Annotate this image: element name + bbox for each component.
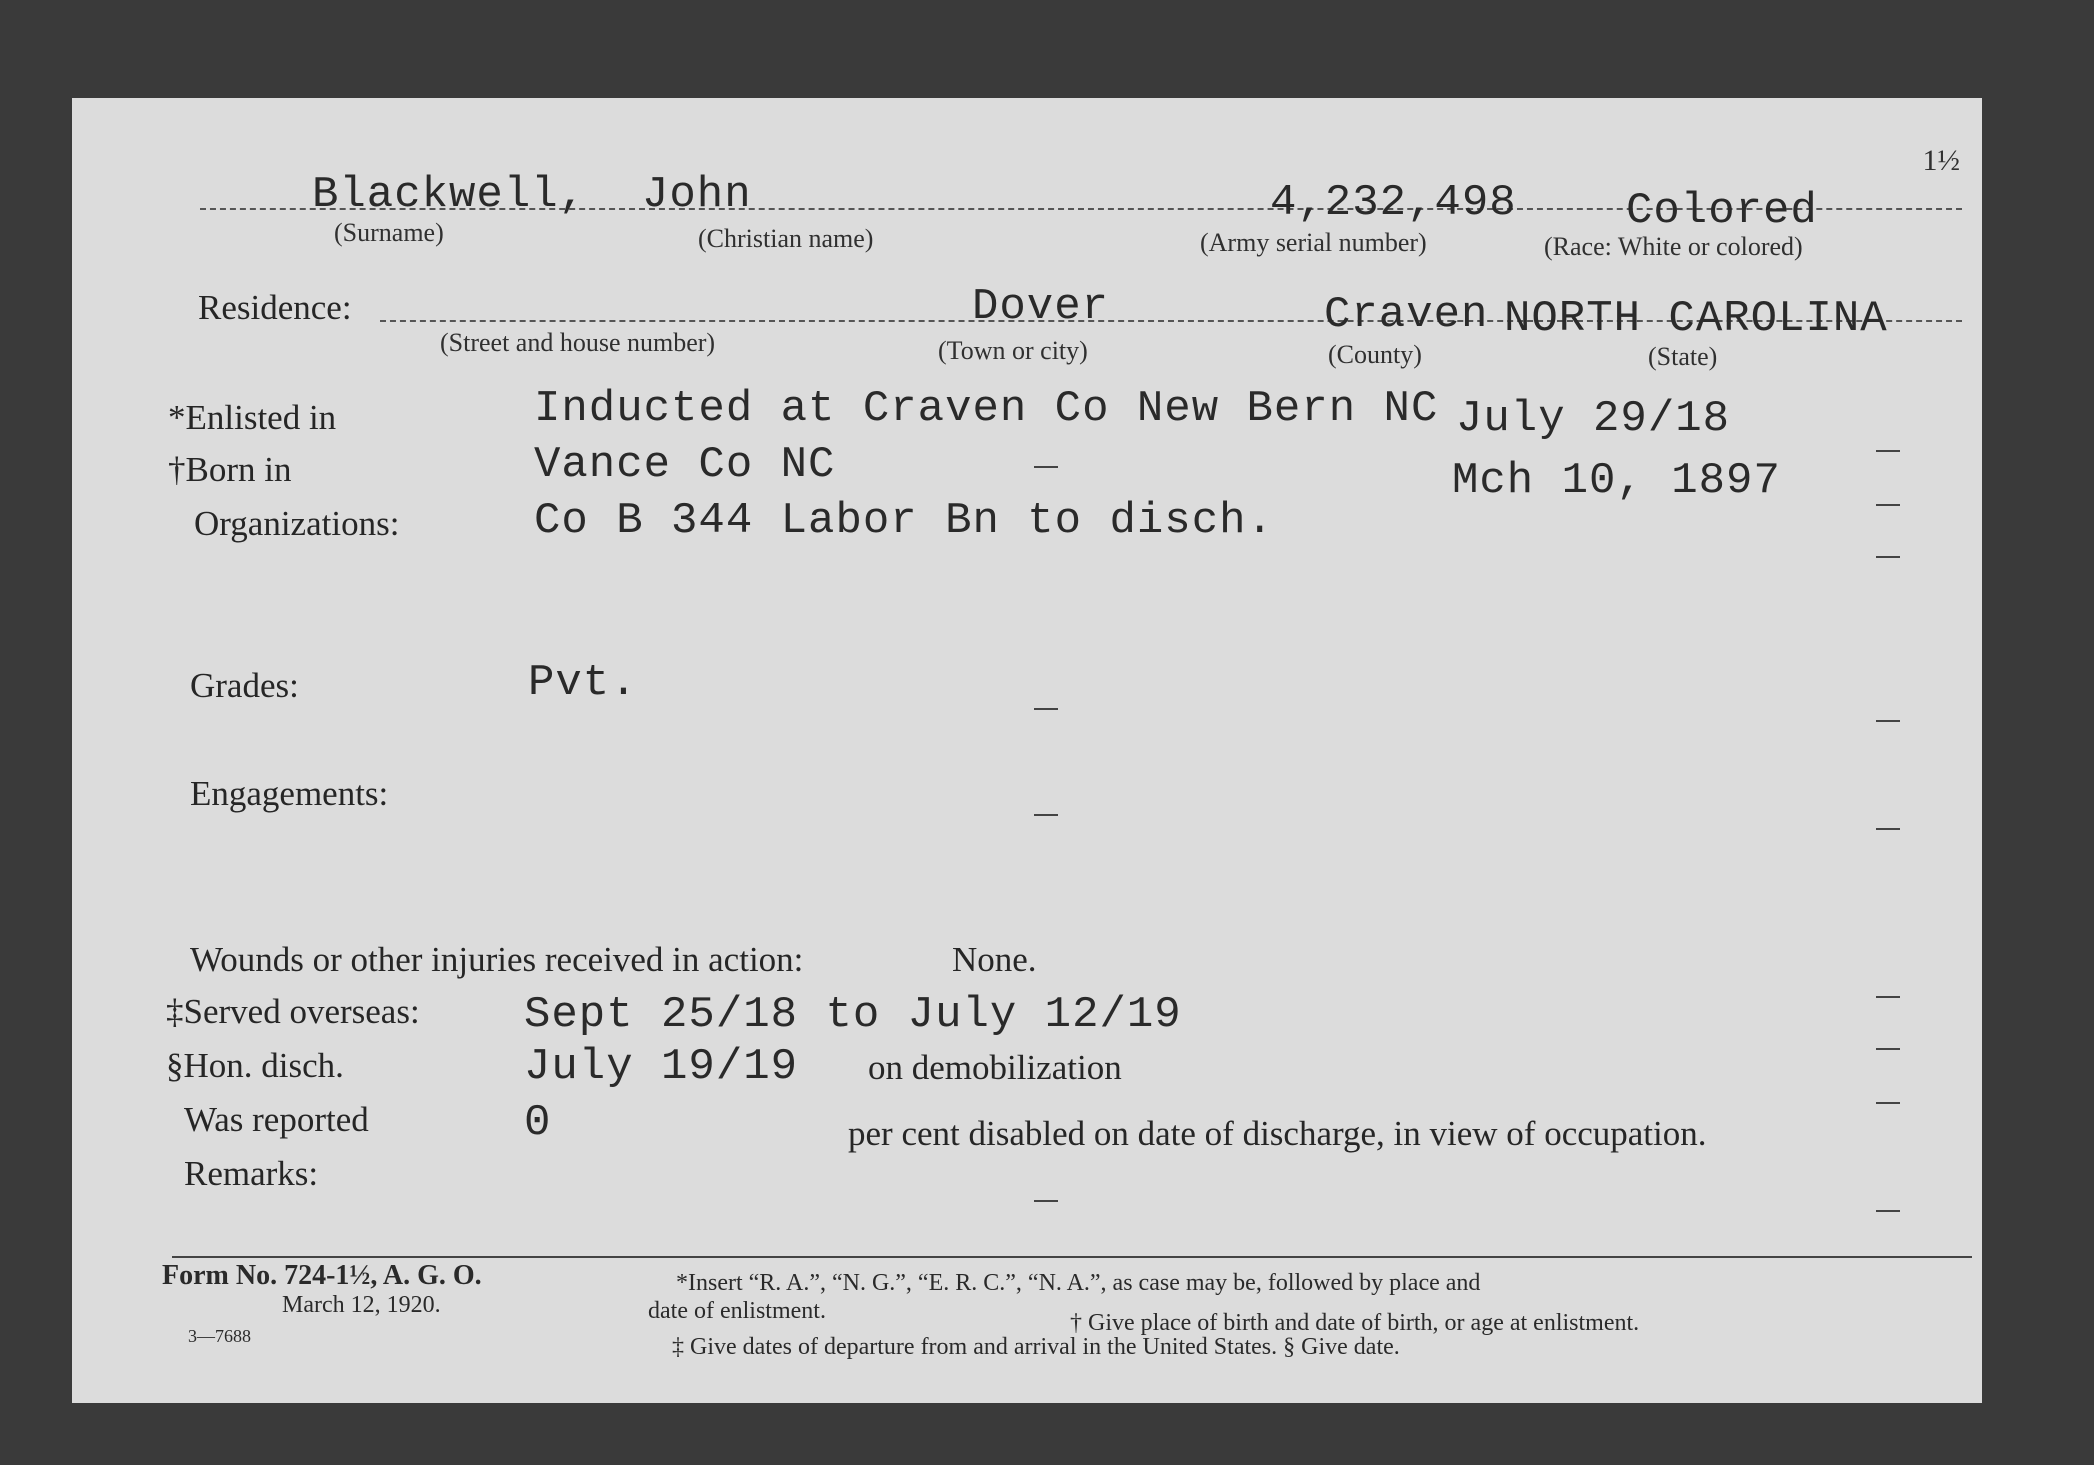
form-date: March 12, 1920.	[282, 1292, 441, 1318]
margin-dash	[1876, 996, 1900, 998]
grades-value: Pvt.	[528, 658, 638, 708]
footer-rule	[172, 1256, 1972, 1258]
form-number: Form No. 724-1½, A. G. O.	[162, 1260, 482, 1291]
margin-dash	[1876, 450, 1900, 452]
margin-dash	[1034, 466, 1058, 468]
serial-number-value: 4,232,498	[1270, 178, 1517, 228]
serial-number-caption: (Army serial number)	[1200, 228, 1427, 257]
service-record-card	[72, 98, 1982, 1403]
margin-dash	[1034, 1200, 1058, 1202]
margin-dash	[1034, 708, 1058, 710]
born-label: †Born in	[168, 450, 292, 489]
discharge-label: §Hon. disch.	[166, 1046, 344, 1085]
engagements-label: Engagements:	[190, 774, 389, 813]
surname-caption: (Surname)	[334, 218, 444, 247]
christian-name-caption: (Christian name)	[698, 224, 874, 253]
discharge-value: July 19/19	[524, 1042, 799, 1092]
reported-value: 0	[524, 1098, 552, 1148]
street-caption: (Street and house number)	[440, 328, 716, 357]
residence-label: Residence:	[198, 288, 352, 327]
race-value: Colored	[1626, 186, 1818, 236]
organizations-label: Organizations:	[194, 504, 400, 543]
overseas-label: ‡Served overseas:	[166, 992, 420, 1031]
discharge-note: on demobilization	[868, 1048, 1122, 1087]
county-value: Craven	[1324, 290, 1489, 340]
corner-mark: 1½	[1922, 144, 1960, 177]
wounds-label: Wounds or other injuries received in action:	[190, 940, 804, 979]
print-code: 3—7688	[188, 1326, 251, 1346]
grades-label: Grades:	[190, 666, 299, 705]
state-value: NORTH CAROLINA	[1504, 294, 1888, 344]
town-value: Dover	[972, 282, 1110, 332]
enlisted-label: *Enlisted in	[168, 398, 337, 437]
enlisted-value: Inducted at Craven Co New Bern NC	[534, 384, 1439, 434]
wounds-value: None.	[952, 940, 1037, 979]
margin-dash	[1876, 556, 1900, 558]
county-caption: (County)	[1328, 340, 1422, 369]
margin-dash	[1876, 1048, 1900, 1050]
born-value: Vance Co NC	[534, 440, 836, 490]
state-caption: (State)	[1648, 342, 1718, 371]
born-date: Mch 10, 1897	[1452, 456, 1781, 506]
footnote-2b: † Give place of birth and date of birth, or age at enlistment.	[1070, 1310, 1640, 1336]
footnote-3: ‡ Give dates of departure from and arrival in the United States. § Give date.	[672, 1334, 1400, 1360]
town-caption: (Town or city)	[938, 336, 1088, 365]
organizations-value: Co B 344 Labor Bn to disch.	[534, 496, 1274, 546]
margin-dash	[1876, 1102, 1900, 1104]
footnote-2a: date of enlistment.	[648, 1298, 826, 1324]
margin-dash	[1876, 828, 1900, 830]
enlisted-date: July 29/18	[1456, 394, 1731, 444]
footnote-1: *Insert “R. A.”, “N. G.”, “E. R. C.”, “N. A.”, as case may be, followed by place and	[676, 1270, 1481, 1296]
race-caption: (Race: White or colored)	[1544, 232, 1803, 261]
overseas-value: Sept 25/18 to July 12/19	[524, 990, 1182, 1040]
christian-name-value: John	[642, 170, 752, 220]
margin-dash	[1876, 1210, 1900, 1212]
margin-dash	[1876, 720, 1900, 722]
reported-note: per cent disabled on date of discharge, in view of occupation.	[848, 1114, 1707, 1153]
surname-value: Blackwell,	[312, 170, 587, 220]
margin-dash	[1876, 504, 1900, 506]
reported-label: Was reported	[184, 1100, 369, 1139]
remarks-label: Remarks:	[184, 1154, 319, 1193]
margin-dash	[1034, 814, 1058, 816]
